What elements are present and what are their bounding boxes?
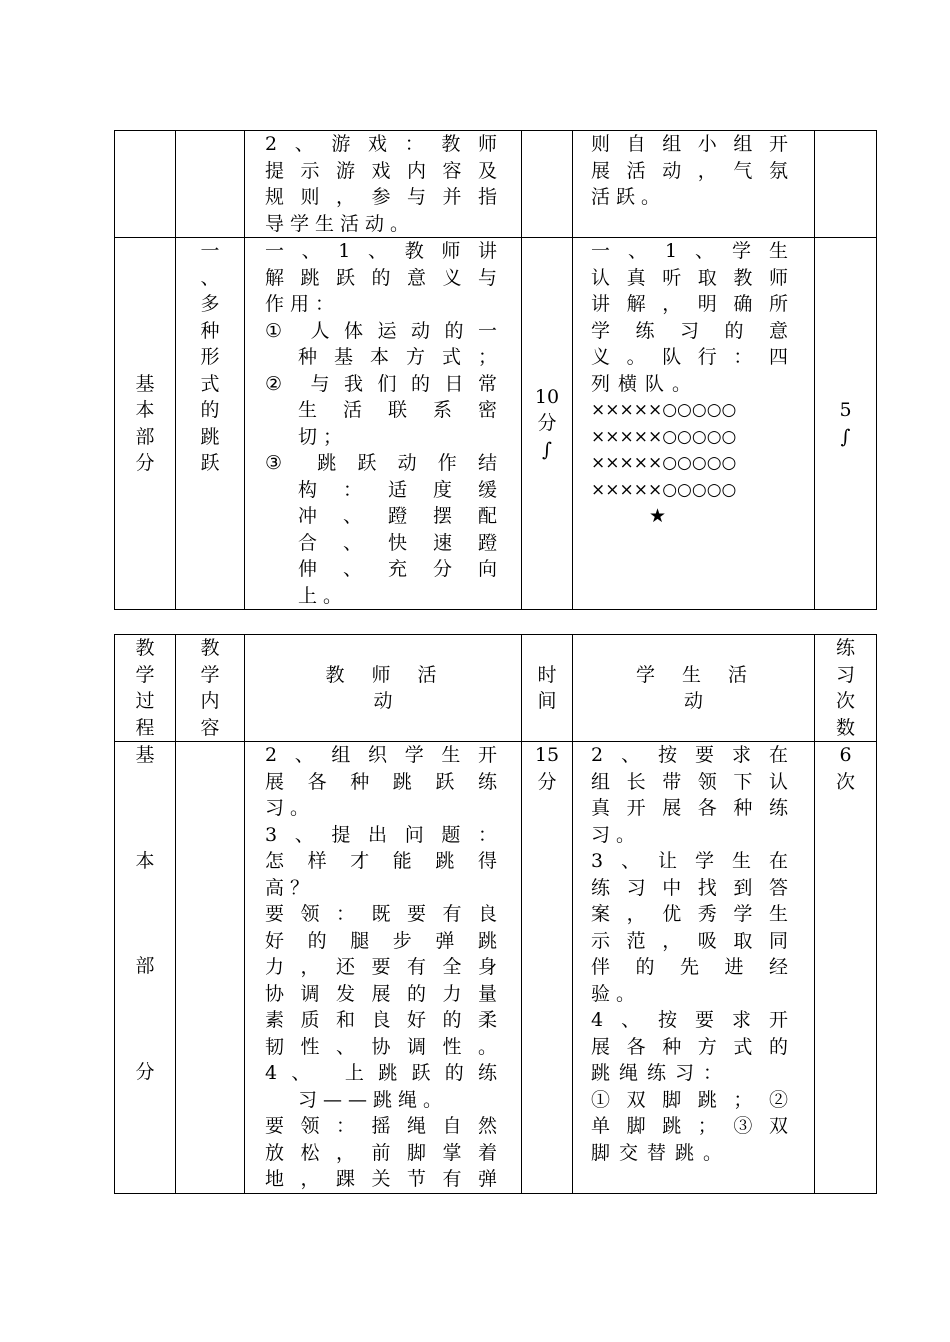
text-line: 跳绳练习： (591, 1062, 732, 1084)
count-cell (815, 238, 877, 610)
header-content (176, 635, 245, 742)
text-line: 义。队行：四 (591, 346, 792, 368)
char: 本 (135, 399, 155, 421)
text-line: 2、游戏：教师 (265, 133, 501, 155)
text-line: 练习中找到答 (591, 876, 792, 899)
teacher-activity-jump (245, 238, 522, 610)
lesson-table-upper (114, 130, 877, 610)
char: 容 (200, 716, 220, 739)
header-process (115, 635, 176, 742)
process-cell (115, 742, 176, 1194)
student-activity-practice (573, 742, 815, 1194)
text-line: 解跳跃的意义与 (265, 266, 501, 289)
text-line: 列横队。 (591, 372, 700, 395)
time-unit: 分 (537, 412, 557, 435)
text-line: 3、让学生在 (591, 850, 792, 872)
text-line: 活跃。 (591, 186, 667, 208)
char: 过 (135, 690, 155, 712)
char: 习 (835, 663, 855, 686)
header-line: 动 (683, 690, 703, 712)
char: 式 (200, 372, 220, 395)
text-line: 放松，前脚掌着 (265, 1141, 501, 1164)
text-line: 学练习的意 (591, 319, 792, 342)
text-line: 一、1、教师讲 (265, 240, 501, 262)
char: 基 (135, 372, 155, 395)
header-student (573, 635, 815, 742)
point-2: ② 与我们的日常 (265, 372, 501, 395)
text-line: 单脚跳；③双 (591, 1115, 792, 1137)
char: 多 (200, 293, 220, 315)
text-line: 要领：既要有良 (265, 903, 501, 925)
char: 的 (200, 399, 220, 421)
text-line: 切； (298, 425, 349, 448)
char: 教 (135, 637, 155, 659)
text-line: 脚交替跳。 (591, 1141, 732, 1164)
text-line: 导学生活动。 (265, 212, 416, 235)
char: 、 (200, 266, 220, 289)
text-line: 上。 (298, 584, 349, 607)
formation-row: ×××××○○○○○ (591, 400, 737, 420)
point-3: ③ 跳跃动作结 (265, 452, 501, 474)
text-line: 种基本方式； (298, 346, 501, 368)
char: 一 (200, 240, 220, 262)
char: 部 (135, 955, 155, 977)
count-unit: 次 (835, 770, 855, 793)
text-line: 展各种跳跃练 (265, 770, 501, 793)
char: 教 (200, 637, 220, 659)
text-line: 展各种方式的 (591, 1035, 792, 1058)
range-mark: ∫ (542, 438, 552, 461)
text-line: 素质和良好的柔 (265, 1009, 501, 1031)
text-line: 讲解，明确所 (591, 293, 792, 315)
count-cell (815, 742, 877, 1194)
text-line: 示范，吸取同 (591, 929, 792, 952)
char: 数 (835, 716, 855, 739)
char: 学 (200, 663, 220, 686)
char: 间 (537, 690, 557, 712)
point-1: ① 人体运动的一 (265, 319, 501, 342)
text-line: 作用： (265, 293, 341, 315)
formation-row: ×××××○○○○○ (591, 479, 737, 500)
student-activity-jump (573, 238, 815, 610)
time-value: 15 (534, 744, 560, 766)
teacher-activity-practice (245, 742, 522, 1194)
time-cell (522, 742, 573, 1194)
text-line: 规则，参与并指 (265, 186, 501, 208)
text-line: 真开展各种练 (591, 797, 792, 819)
char: 程 (135, 716, 155, 739)
teacher-activity-game (245, 131, 522, 238)
process-cell-empty (115, 131, 176, 238)
text-line: 生活联系密 (298, 399, 501, 421)
text-line: 习。 (265, 797, 316, 819)
header-line: 教 师 活 (325, 663, 441, 686)
content-cell-empty (176, 131, 245, 238)
text-line: 习。 (591, 823, 642, 846)
char: 学 (135, 663, 155, 686)
text-line: 展活动，气氛 (591, 159, 792, 182)
char: 次 (835, 690, 855, 712)
text-line: 构：适度缓 (298, 478, 501, 501)
star-icon: ★ (649, 505, 667, 527)
process-cell (115, 238, 176, 610)
text-line: 力，还要有全身 (265, 956, 501, 978)
header-time (522, 635, 573, 742)
lesson-table-lower (114, 634, 877, 1194)
header-count (815, 635, 877, 742)
text-line: 2、组织学生开 (265, 744, 501, 766)
time-cell-empty (522, 131, 573, 238)
char: 基 (135, 744, 155, 766)
text-line: 冲、蹬摆配 (298, 505, 501, 527)
text-line: 韧性、协调性。 (265, 1035, 501, 1058)
count-cell-empty (815, 131, 877, 238)
content-cell-empty (176, 742, 245, 1194)
text-line: 好的腿步弹跳 (265, 929, 501, 952)
char: 时 (537, 663, 557, 686)
text-line: 4、 上跳跃的练 (265, 1062, 501, 1084)
text-line: 怎样才能跳得 (265, 850, 501, 872)
time-unit: 分 (537, 770, 557, 793)
text-line: 则自组小组开 (591, 133, 792, 155)
text-line: 验。 (591, 982, 642, 1005)
student-activity-game (573, 131, 815, 238)
text-line: 习——跳绳。 (298, 1088, 449, 1111)
char: 分 (135, 452, 155, 474)
header-line: 学 生 活 (635, 663, 751, 686)
time-value: 10 (534, 385, 560, 408)
text-line: ①双脚跳；② (591, 1088, 792, 1111)
header-teacher (245, 635, 522, 742)
header-line: 动 (373, 690, 393, 712)
text-line: 案，优秀学生 (591, 903, 792, 925)
text-line: 2、按要求在 (591, 744, 792, 766)
char: 练 (835, 637, 855, 659)
text-line: 要领：摇绳自然 (265, 1115, 501, 1137)
count-value: 5 (839, 399, 852, 421)
char: 种 (200, 319, 220, 342)
text-line: 提示游戏内容及 (265, 159, 501, 182)
count-value: 6 (839, 744, 852, 766)
text-line: 一、1、学生 (591, 240, 792, 262)
char: 跳 (200, 425, 220, 448)
text-line: 高？ (265, 876, 316, 899)
char: 本 (135, 849, 155, 872)
char: 形 (200, 346, 220, 368)
range-mark: ∫ (840, 425, 851, 448)
char: 内 (200, 690, 220, 712)
text-line: 3、提出问题： (265, 823, 501, 846)
text-line: 合、快速蹬 (298, 531, 501, 554)
text-line: 伸、充分向 (298, 558, 501, 580)
char: 跃 (200, 452, 220, 474)
formation-row: ×××××○○○○○ (591, 453, 737, 473)
char: 部 (135, 425, 155, 448)
formation-row: ×××××○○○○○ (591, 426, 737, 447)
text-line: 组长带领下认 (591, 770, 792, 793)
content-cell (176, 238, 245, 610)
text-line: 地，踝关节有弹 (265, 1168, 501, 1190)
text-line: 协调发展的力量 (265, 982, 501, 1005)
text-line: 伴的先进经 (591, 956, 792, 978)
time-cell (522, 238, 573, 610)
text-line: 4、按要求开 (591, 1009, 792, 1031)
char: 分 (135, 1060, 155, 1083)
text-line: 认真听取教师 (591, 266, 792, 289)
